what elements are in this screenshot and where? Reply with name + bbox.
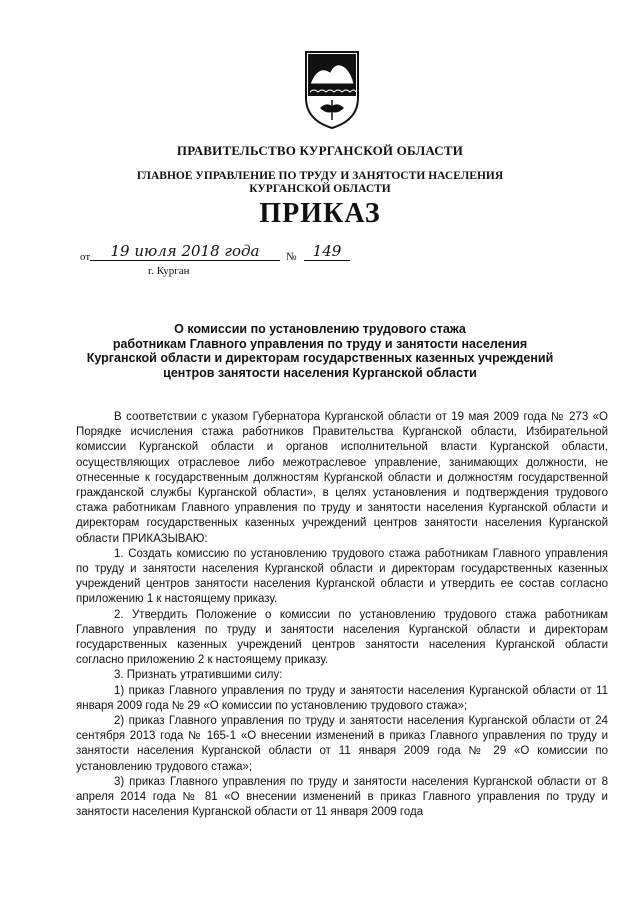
clause-3-item-3: 3) приказ Главного управления по труду и занятости населения Курганской области от 8 апреля 2014 года № 81 «О внесении изменений в приказ Главного управления по труду и занятости населения Курганской области от 11 января 2009 года [76, 775, 608, 819]
subject-line: центров занятости населения Курганской области [163, 365, 477, 380]
date-label: от [80, 251, 91, 263]
clause-3-paragraph: 3. Признать утратившими силу: [114, 669, 283, 682]
department-name-line1: ГЛАВНОЕ УПРАВЛЕНИЕ ПО ТРУДУ И ЗАНЯТОСТИ НАСЕЛЕНИЯ [136, 170, 504, 182]
clause-1-paragraph: 1. Создать комиссию по установлению трудового стажа работникам Главного управления по труду и занятости населения Курганской области и директорам государственных казенных учреждений центров занятости населения Курганской области и утвердить ее состав согласно приложению 1 к настоящему приказу. [76, 547, 608, 606]
preamble-paragraph: В соответствии с указом Губернатора Курганской области от 19 мая 2009 года № 273 «О Порядке исчисления стажа работников Правительства Курганской области, Избирательной комиссии Курганской области и органов исполнительной власти Курганской области, осуществляющих отраслевое либо межотраслевое управление, занимающих должности, не отнесенные к государственным должностям Курганской области и должностям государственной гражданской службы Курганской области», в целях установления и подтверждения трудового стажа работникам Главного управления по труду и занятости населения Курганской области и директорам государственных казенных учреждений центров занятости населения Курганской области ПРИКАЗЫВАЮ: [76, 411, 608, 545]
city-label: г. Курган [148, 265, 190, 277]
document-type-title: ПРИКАЗ [259, 198, 381, 229]
order-subject [0, 322, 640, 380]
clause-2-paragraph: 2. Утвердить Положение о комиссии по установлению трудового стажа работникам Главного управления по труду и занятости населения Курганской области и директорам государственных казенных учреждений центров занятости населения Курганской области согласно приложению 2 к настоящему приказу. [76, 608, 608, 667]
clause-3-item-1: 1) приказ Главного управления по труду и занятости населения Курганской области от 11 января 2009 года № 29 «О комиссии по установлению трудового стажа»; [76, 684, 608, 712]
department-name [0, 170, 640, 196]
clause-3-item-2: 2) приказ Главного управления по труду и занятости населения Курганской области от 24 сентября 2013 года № 165-1 «О внесении изменений в приказ Главного управления по труду и занятости населения Курганской области от 11 января 2009 года № 29 «О комиссии по установлению трудового стажа»; [76, 715, 608, 773]
order-date-handwritten: 19 июля 2018 года [90, 240, 280, 261]
department-name-line2: КУРГАНСКОЙ ОБЛАСТИ [249, 183, 391, 195]
subject-line: О комиссии по установлению трудового стажа [174, 322, 466, 336]
coat-of-arms-icon [302, 50, 362, 130]
government-name: ПРАВИТЕЛЬСТВО КУРГАНСКОЙ ОБЛАСТИ [176, 143, 464, 158]
subject-line: работникам Главного управления по труду и занятости населения [112, 336, 528, 351]
order-number-handwritten: 149 [304, 240, 350, 261]
order-body [76, 410, 608, 820]
number-label: № [286, 251, 297, 263]
subject-line: Курганской области и директорам государственных казенных учреждений [86, 351, 554, 365]
